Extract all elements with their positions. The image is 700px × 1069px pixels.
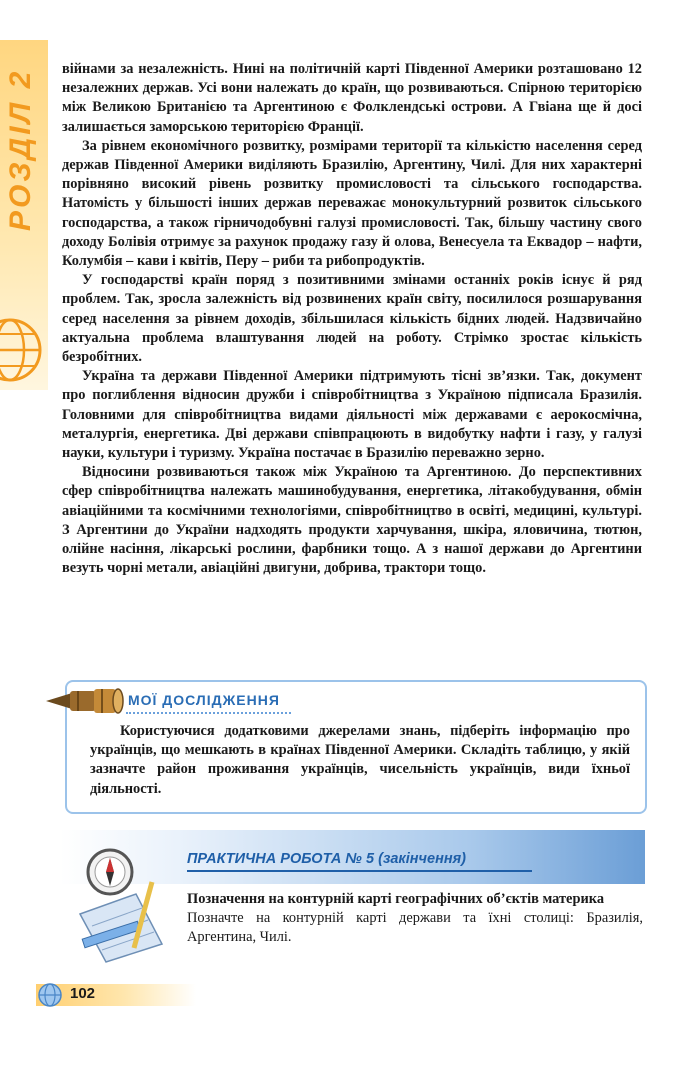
research-text: [90, 722, 630, 799]
footer-globe-icon: [38, 983, 62, 1007]
practical-title: ПРАКТИЧНА РОБОТА № 5 (закінчення): [187, 851, 466, 867]
practical-title-underline: [187, 870, 532, 872]
paragraph: Україна та держави Південної Америки підтримують тісні зв’язки. Так, документ про поглиблення відносин дружби і співробітництва з Україною підписала Бразилія. Головними для співробітництва видами діяльності між державами є аерокосмічна, металургія, енергетика. Дві держави співпрацюють в видобутку нафти і газу, у галузі науки, культури і туризму. Україна постачає в Бразилію переважно зерно.: [62, 368, 642, 462]
main-text: [62, 60, 642, 578]
spyglass-icon: [42, 684, 126, 718]
research-title-underline: [126, 712, 291, 714]
task-description: Позначте на контурній карті держави та їхні столиці: Бразилія, Аргентина, Чилі.: [187, 910, 643, 946]
page-number: 102: [70, 985, 96, 1002]
compass-icon: [72, 836, 168, 964]
paragraph: У господарстві країн поряд з позитивними змінами останніх років існує й ряд проблем. Так, зросла залежність від розвинених країн світу, посилилося розшарування серед населення за рівнем доходів, збільшилася кількість бідних людей. Надзвичайно актуальна проблема влаштування людей на роботу. Стрімко зростає кількість безробітних.: [62, 272, 642, 366]
section-label: РОЗДІЛ 2: [4, 68, 37, 232]
practical-text: [187, 890, 643, 948]
paragraph: За рівнем економічного розвитку, розмірами території та кількістю населення серед держав Південної Америки виділяють Бразилію, Аргентину, Чилі. Для них характерні порівняно високий рівень розвитку промисловості та сільського господарства. Натомість у більшості інших держав переважає монокультурний розвиток сільського господарства, а також гірничодобувні галузі промисловості. Так, більшу частину свого доходу Болівія отримує за рахунок продажу газу й олова, Венесуела та Еквадор – нафти, Колумбія – кави і квітів, Перу – риби та рибопродуктів.: [62, 137, 642, 270]
paragraph: війнами за незалежність. Нині на політичній карті Південної Америки розташовано 12 незалежних держав. Усі вони належать до країн, що розвиваються. Спірною територією між Великою Британією та Аргентиною є Фолклендські острови. А Гвіана ще й досі залишається заморською територією Франції.: [62, 61, 642, 135]
task-title: Позначення на контурній карті географічних об’єктів материка: [187, 891, 605, 907]
paragraph: Відносини розвиваються також між Україною та Аргентиною. До перспективних сфер співробітництва належать машинобудування, енергетика, літакобудування, обмін авіаційними та космічними технологіями, співробітництво в освіті, медицині, культурі. З Аргентини до України надходять продукти харчування, шкіра, яловичина, тютюн, олійне насіння, лікарські рослини, фарбники тощо. А з нашої держави до Аргентини везуть чорні метали, авіаційні двигуни, добрива, трактори тощо.: [62, 464, 642, 577]
globe-icon: [0, 318, 46, 382]
research-title: МОЇ ДОСЛІДЖЕННЯ: [128, 692, 280, 708]
research-paragraph: Користуючися додатковими джерелами знань, підберіть інформацію про українців, що мешкають в країнах Південної Америки. Складіть таблицю, у якій зазначте район проживання українців, чисельність українців, види їхньої діяльності.: [90, 723, 630, 797]
